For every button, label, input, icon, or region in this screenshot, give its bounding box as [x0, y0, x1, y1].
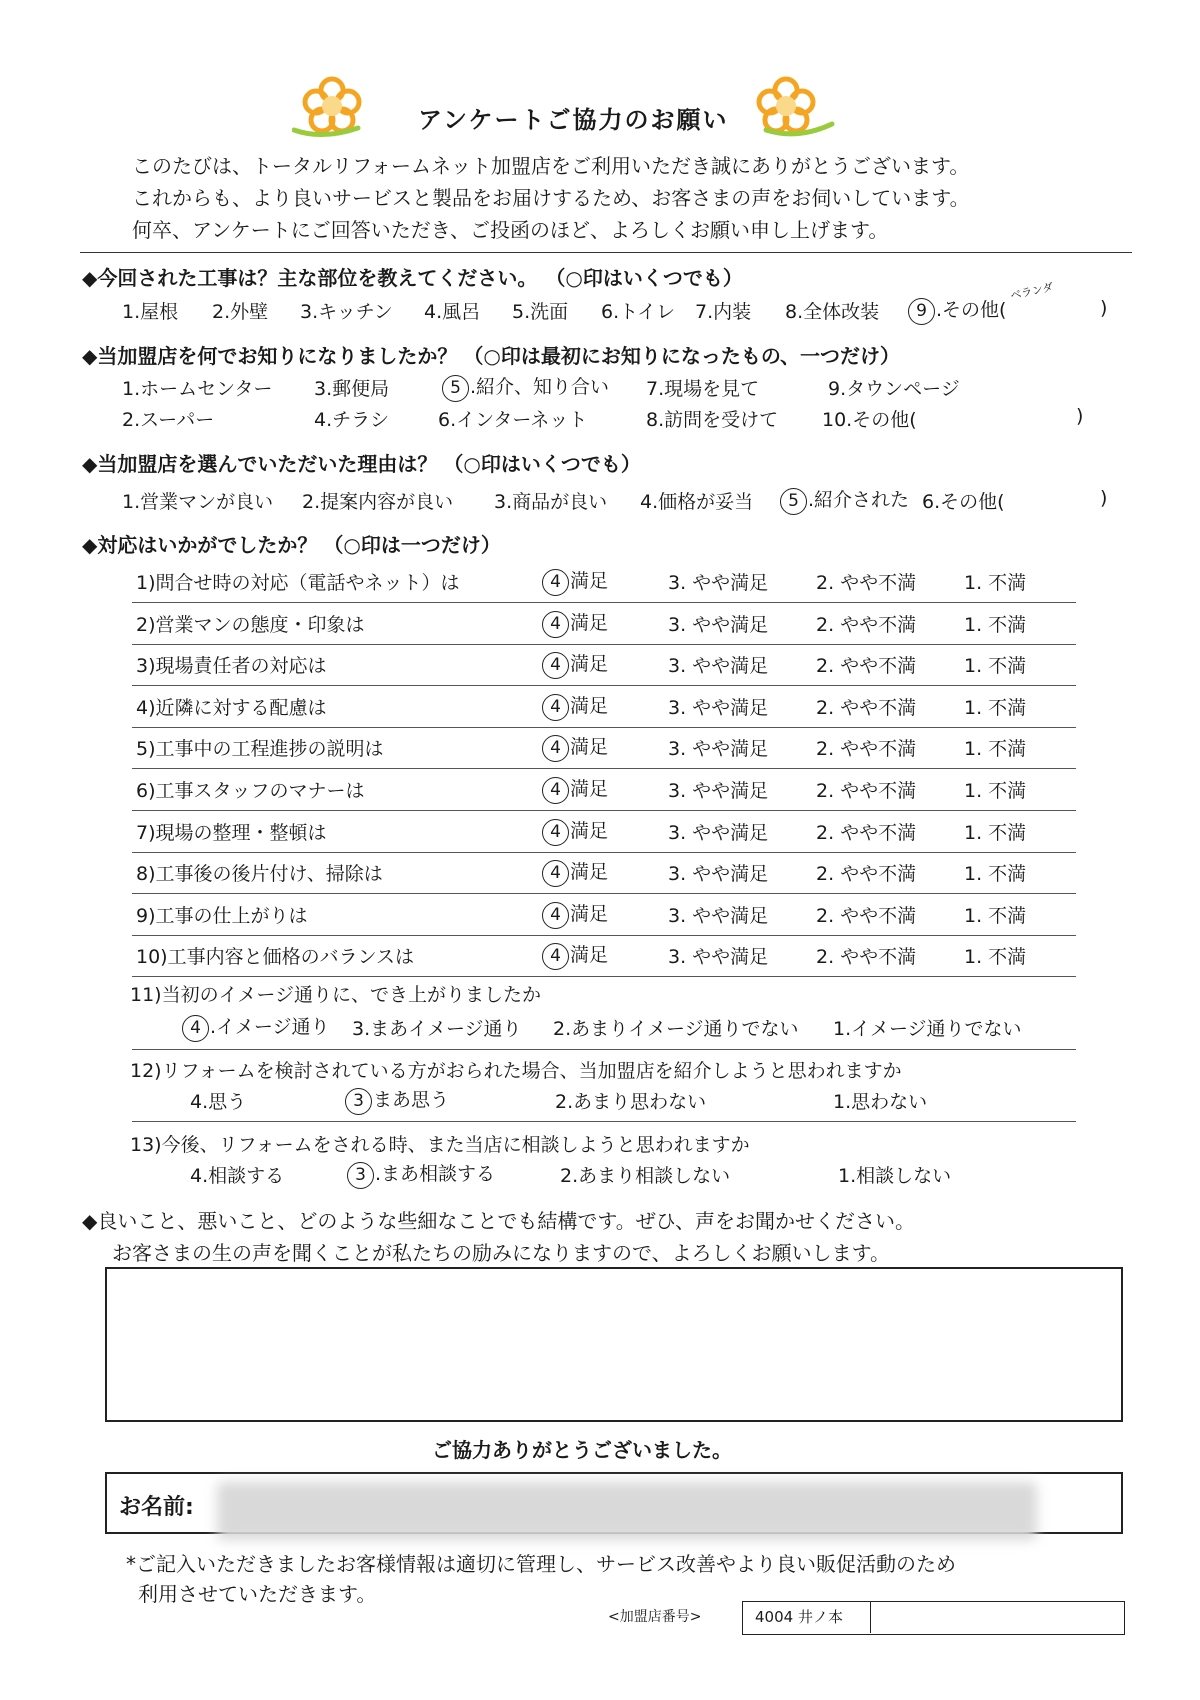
- satisfaction-question: 10)工事内容と価格のバランスは: [136, 946, 415, 968]
- row-divider: [132, 935, 1076, 936]
- row-divider: [132, 893, 1076, 894]
- q11-option[interactable]: 1.イメージ通りでない: [833, 1018, 1022, 1040]
- satisfaction-option[interactable]: 2. やや不満: [816, 655, 917, 677]
- selection-circle: 4: [542, 694, 569, 721]
- name-label: お名前:: [119, 1495, 194, 1520]
- q2-option-selected[interactable]: 5 .紹介、知り合い: [442, 372, 609, 402]
- q11-option-selected[interactable]: 4 .イメージ通り: [182, 1012, 329, 1042]
- satisfaction-option[interactable]: 1. 不満: [964, 572, 1027, 594]
- q3-close-paren: ): [1100, 487, 1108, 509]
- satisfaction-option-selected[interactable]: 4 満足: [542, 940, 608, 970]
- satisfaction-option-selected[interactable]: 4 満足: [542, 649, 608, 679]
- q1-heading: ◆今回された工事は？主な部位を教えてください。 （○印はいくつでも）: [82, 266, 743, 290]
- satisfaction-option[interactable]: 3. やや満足: [668, 822, 769, 844]
- row-divider: [132, 976, 1076, 977]
- satisfaction-option-selected[interactable]: 4 満足: [542, 691, 608, 721]
- selection-circle: 4: [542, 611, 569, 638]
- store-number-box: [742, 1601, 1125, 1635]
- q2-option[interactable]: 1.ホームセンター: [122, 378, 273, 400]
- row-divider: [132, 644, 1076, 645]
- q2-close-paren: ): [1076, 405, 1084, 427]
- satisfaction-option[interactable]: 1. 不満: [964, 905, 1027, 927]
- satisfaction-question: 5)工事中の工程進捗の説明は: [136, 738, 384, 760]
- q11-option[interactable]: 2.あまりイメージ通りでない: [553, 1018, 799, 1040]
- q1-option[interactable]: 1.屋根: [122, 301, 179, 323]
- selection-circle: 4: [542, 902, 569, 929]
- q13-label: 13)今後、リフォームをされる時、また当店に相談しようと思われますか: [130, 1134, 750, 1156]
- q11-option[interactable]: 3.まあイメージ通り: [352, 1018, 522, 1040]
- satisfaction-option[interactable]: 2. やや不満: [816, 946, 917, 968]
- selection-circle: 4: [542, 819, 569, 846]
- comments-heading: ◆良いこと、悪いこと、どのような些細なことでも結構です。ぜひ、声をお聞かせください。: [82, 1209, 915, 1233]
- selection-circle: 4: [542, 652, 569, 679]
- q1-option[interactable]: 4.風呂: [424, 301, 481, 323]
- selection-circle: 5: [780, 488, 807, 515]
- satisfaction-option[interactable]: 2. やや不満: [816, 614, 917, 636]
- q4-heading: ◆対応はいかがでしたか？ （○印は一つだけ）: [82, 533, 501, 557]
- q2-option[interactable]: 10.その他(: [822, 409, 917, 431]
- q3-option[interactable]: 6.その他(: [922, 491, 1005, 513]
- satisfaction-question: 2)営業マンの態度・印象は: [136, 614, 365, 636]
- q3-option-selected[interactable]: 5 .紹介された: [780, 485, 909, 515]
- row-divider: [132, 602, 1076, 603]
- q13-option-selected[interactable]: 3 .まあ相談する: [347, 1159, 495, 1189]
- satisfaction-option-selected[interactable]: 4 満足: [542, 732, 608, 762]
- q2-option[interactable]: 6.インターネット: [438, 409, 588, 431]
- satisfaction-option-selected[interactable]: 4 満足: [542, 857, 608, 887]
- satisfaction-option[interactable]: 3. やや満足: [668, 738, 769, 760]
- q3-option[interactable]: 2.提案内容が良い: [302, 491, 454, 513]
- satisfaction-option[interactable]: 1. 不満: [964, 738, 1027, 760]
- satisfaction-option[interactable]: 1. 不満: [964, 863, 1027, 885]
- q12-option[interactable]: 4.思う: [190, 1091, 247, 1113]
- q3-option[interactable]: 4.価格が妥当: [640, 491, 754, 513]
- satisfaction-option[interactable]: 2. やや不満: [816, 572, 917, 594]
- satisfaction-option[interactable]: 2. やや不満: [816, 863, 917, 885]
- satisfaction-option-selected[interactable]: 4 満足: [542, 774, 608, 804]
- q2-option[interactable]: 3.郵便局: [314, 378, 390, 400]
- q12-option[interactable]: 1.思わない: [833, 1091, 928, 1113]
- q3-heading: ◆当加盟店を選んでいただいた理由は？ （○印はいくつでも）: [82, 452, 641, 476]
- q1-option[interactable]: 2.外壁: [212, 301, 269, 323]
- satisfaction-option[interactable]: 3. やや満足: [668, 614, 769, 636]
- q12-option-selected[interactable]: 3 まあ思う: [345, 1085, 449, 1115]
- q1-option[interactable]: 7.内装: [695, 301, 752, 323]
- selection-circle: 9: [908, 298, 935, 325]
- satisfaction-question: 6)工事スタッフのマナーは: [136, 780, 365, 802]
- satisfaction-option[interactable]: 2. やや不満: [816, 822, 917, 844]
- q11-label: 11)当初のイメージ通りに、でき上がりましたか: [130, 984, 542, 1006]
- satisfaction-option[interactable]: 3. やや満足: [668, 572, 769, 594]
- q2-option[interactable]: 8.訪問を受けて: [646, 409, 779, 431]
- q13-option[interactable]: 4.相談する: [190, 1165, 285, 1187]
- satisfaction-question: 3)現場責任者の対応は: [136, 655, 327, 677]
- satisfaction-option[interactable]: 1. 不満: [964, 780, 1027, 802]
- q1-option[interactable]: 5.洗面: [512, 301, 569, 323]
- q13-option[interactable]: 1.相談しない: [838, 1165, 952, 1187]
- selection-circle: 4: [542, 777, 569, 804]
- header-divider: [80, 252, 1132, 253]
- satisfaction-option-selected[interactable]: 4 満足: [542, 899, 608, 929]
- selection-circle: 5: [442, 375, 469, 402]
- intro-line-2: これからも、より良いサービスと製品をお届けするため、お客さまの声をお伺いしています。: [132, 186, 970, 210]
- name-field[interactable]: [105, 1472, 1123, 1534]
- satisfaction-option-selected[interactable]: 4 満足: [542, 608, 608, 638]
- q1-option-selected[interactable]: 9 .その他(: [908, 295, 1006, 325]
- satisfaction-option[interactable]: 1. 不満: [964, 822, 1027, 844]
- q12-option[interactable]: 2.あまり思わない: [555, 1091, 707, 1113]
- satisfaction-option[interactable]: 1. 不満: [964, 614, 1027, 636]
- page-title: アンケートご協力のお願い: [418, 106, 729, 134]
- satisfaction-option-selected[interactable]: 4 満足: [542, 566, 608, 596]
- satisfaction-question: 1)問合せ時の対応（電話やネット）は: [136, 572, 460, 594]
- satisfaction-option[interactable]: 3. やや満足: [668, 697, 769, 719]
- comment-textarea[interactable]: [105, 1267, 1123, 1422]
- satisfaction-option[interactable]: 3. やや満足: [668, 946, 769, 968]
- selection-circle: 4: [542, 860, 569, 887]
- footnote-line-2: 利用させていただきます。: [138, 1582, 377, 1606]
- satisfaction-question: 9)工事の仕上がりは: [136, 905, 308, 927]
- q1-handwritten-note: ベランダ: [1009, 280, 1055, 303]
- satisfaction-question: 7)現場の整理・整頓は: [136, 822, 327, 844]
- q12-label: 12)リフォームを検討されている方がおられた場合、当加盟店を紹介しようと思われますか: [130, 1060, 902, 1082]
- row-divider: [132, 810, 1076, 811]
- satisfaction-option[interactable]: 3. やや満足: [668, 780, 769, 802]
- row-divider: [132, 768, 1076, 769]
- q13-option[interactable]: 2.あまり相談しない: [560, 1165, 731, 1187]
- selection-circle: 4: [542, 569, 569, 596]
- name-redacted: [217, 1482, 1037, 1540]
- satisfaction-option-selected[interactable]: 4 満足: [542, 816, 608, 846]
- q3-option[interactable]: 3.商品が良い: [494, 491, 608, 513]
- flower-right-icon: [746, 72, 836, 142]
- q1-option[interactable]: 8.全体改装: [785, 301, 880, 323]
- q1-close-paren: ): [1100, 297, 1108, 319]
- row-divider: [132, 727, 1076, 728]
- q3-option[interactable]: 1.営業マンが良い: [122, 491, 274, 513]
- satisfaction-option[interactable]: 2. やや不満: [816, 905, 917, 927]
- selection-circle: 3: [345, 1088, 372, 1115]
- q2-option[interactable]: 2.スーパー: [122, 409, 215, 431]
- store-number-value: 4004 井ノ本: [743, 1602, 871, 1633]
- intro-line-1: このたびは、トータルリフォームネット加盟店をご利用いただき誠にありがとうございます。: [132, 154, 970, 178]
- satisfaction-option[interactable]: 3. やや満足: [668, 863, 769, 885]
- q2-option[interactable]: 9.タウンページ: [828, 378, 960, 400]
- satisfaction-option[interactable]: 2. やや不満: [816, 697, 917, 719]
- satisfaction-option[interactable]: 2. やや不満: [816, 738, 917, 760]
- selection-circle: 4: [182, 1015, 209, 1042]
- q1-option[interactable]: 6.トイレ: [601, 301, 676, 323]
- satisfaction-option[interactable]: 1. 不満: [964, 697, 1027, 719]
- selection-circle: 4: [542, 943, 569, 970]
- satisfaction-option[interactable]: 1. 不満: [964, 655, 1027, 677]
- intro-line-3: 何卒、アンケートにご回答いただき、ご投函のほど、よろしくお願い申し上げます。: [132, 218, 889, 242]
- q1-option[interactable]: 3.キッチン: [300, 301, 393, 323]
- selection-circle: 3: [347, 1162, 374, 1189]
- satisfaction-option[interactable]: 1. 不満: [964, 946, 1027, 968]
- row-divider: [132, 852, 1076, 853]
- flower-left-icon: [292, 72, 372, 142]
- thanks-text: ご協力ありがとうございました。: [432, 1438, 732, 1462]
- q2-option[interactable]: 7.現場を見て: [646, 378, 760, 400]
- comments-subheading: お客さまの生の声を聞くことが私たちの励みになりますので、よろしくお願いします。: [112, 1241, 890, 1265]
- q2-option[interactable]: 4.チラシ: [314, 409, 390, 431]
- satisfaction-option[interactable]: 3. やや満足: [668, 905, 769, 927]
- satisfaction-option[interactable]: 2. やや不満: [816, 780, 917, 802]
- row-divider: [132, 1121, 1076, 1122]
- row-divider: [132, 685, 1076, 686]
- satisfaction-question: 8)工事後の後片付け、掃除は: [136, 863, 383, 885]
- store-number-label: <加盟店番号>: [608, 1609, 702, 1625]
- footnote-line-1: *ご記入いただきましたお客様情報は適切に管理し、サービス改善やより良い販促活動のため: [126, 1552, 956, 1576]
- satisfaction-question: 4)近隣に対する配慮は: [136, 697, 327, 719]
- row-divider: [132, 1049, 1076, 1050]
- selection-circle: 4: [542, 735, 569, 762]
- satisfaction-option[interactable]: 3. やや満足: [668, 655, 769, 677]
- q2-heading: ◆当加盟店を何でお知りになりましたか？ （○印は最初にお知りになったもの、一つだけ）: [82, 344, 901, 368]
